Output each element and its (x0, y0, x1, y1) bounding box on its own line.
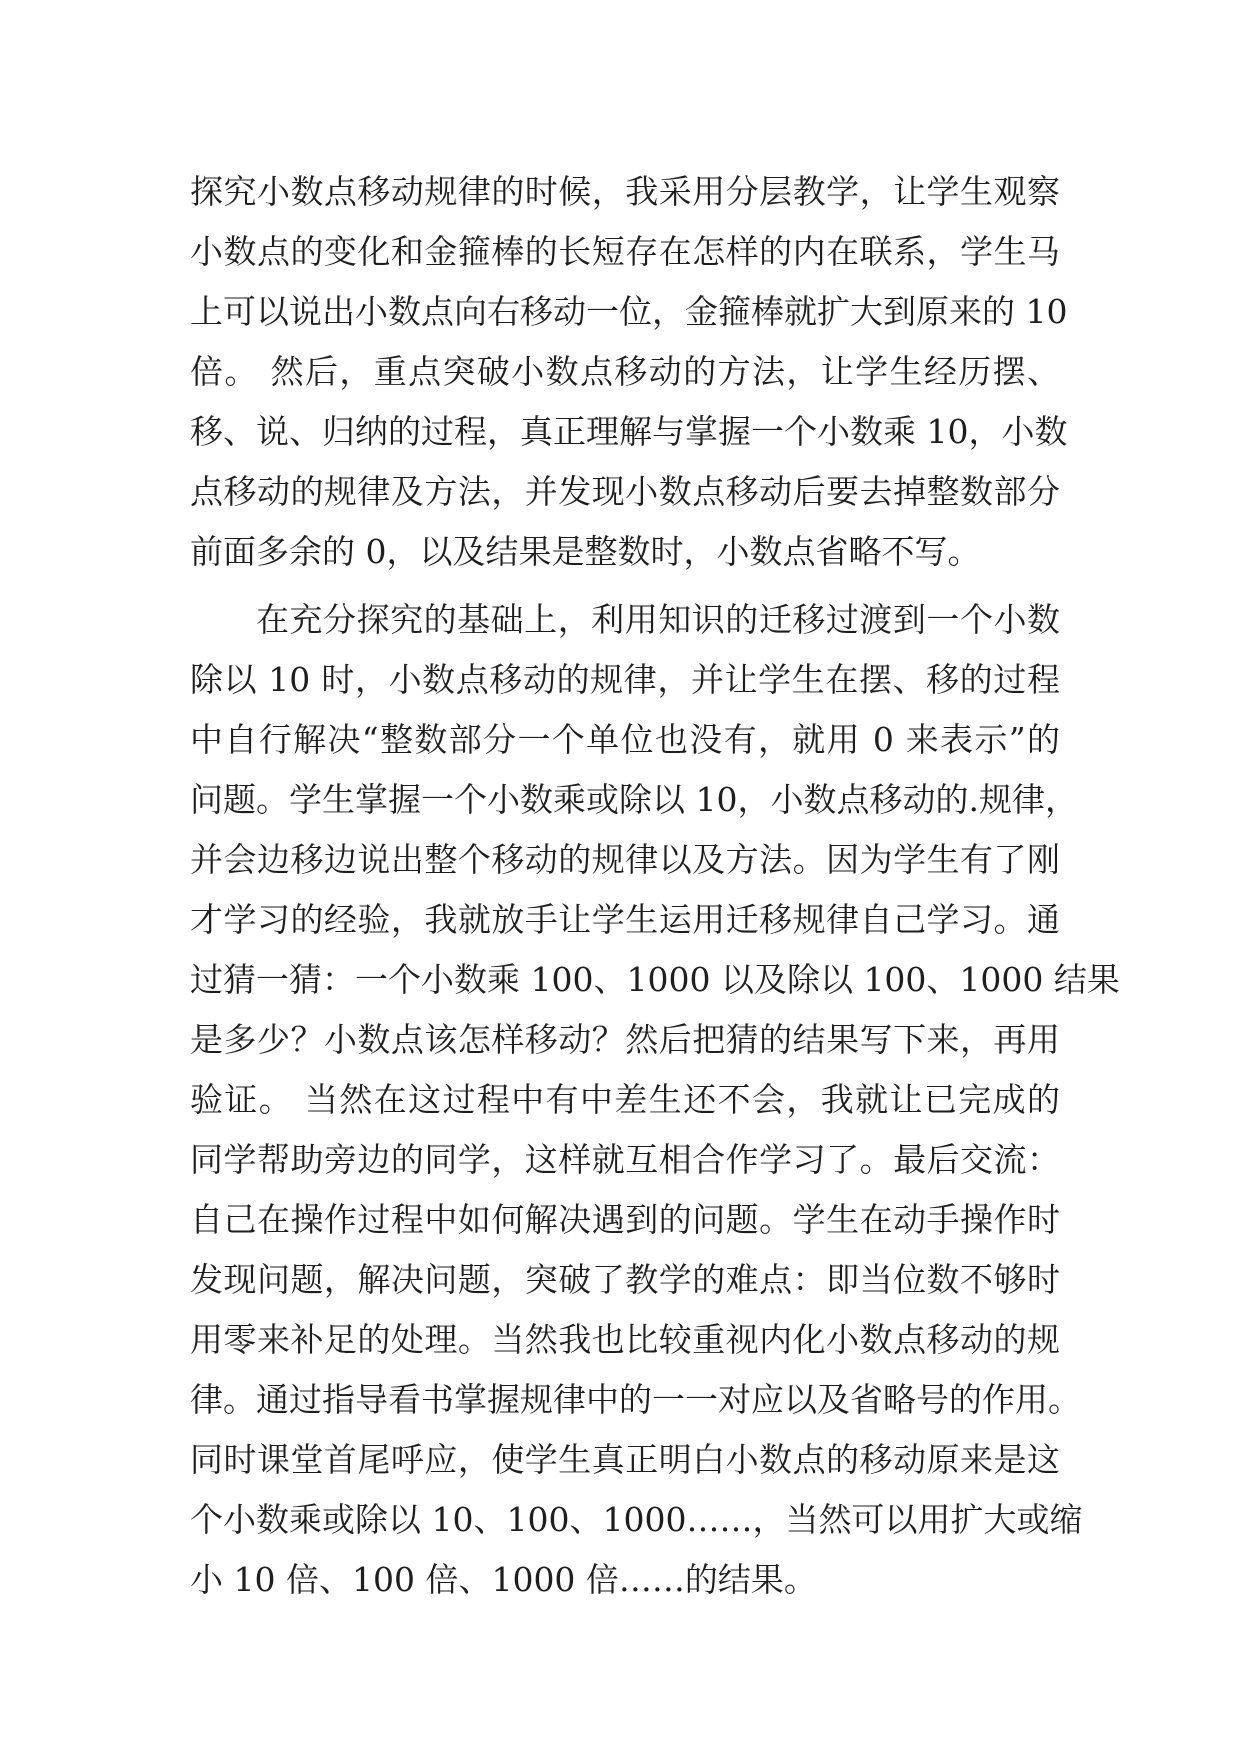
paragraph-line: 上可以说出小数点向右移动一位，金箍棒就扩大到原来的 10 (190, 292, 1068, 331)
paragraph-2 (190, 590, 1120, 1610)
paragraph-line: 才学习的经验，我就放手让学生运用迁移规律自己学习。通 (190, 900, 1060, 939)
paragraph-line: 除以 10 时，小数点移动的规律，并让学生在摆、移的过程 (190, 660, 1060, 699)
paragraph-1 (190, 162, 1068, 582)
paragraph-line: 发现问题，解决问题，突破了教学的难点：即当位数不够时 (190, 1260, 1060, 1299)
paragraph-line: 中自行解决“整数部分一个单位也没有，就用 0 来表示”的 (190, 720, 1060, 759)
paragraph-line: 同时课堂首尾呼应，使学生真正明白小数点的移动原来是这 (190, 1440, 1060, 1479)
paragraph-line: 探究小数点移动规律的时候，我采用分层教学，让学生观察 (190, 172, 1060, 211)
paragraph-line: 并会边移边说出整个移动的规律以及方法。因为学生有了刚 (190, 840, 1060, 879)
paragraph-gap (190, 582, 1060, 590)
paragraph-line: 个小数乘或除以 10、100、1000……，当然可以用扩大或缩 (190, 1500, 1083, 1539)
paragraph-line: 小数点的变化和金箍棒的长短存在怎样的内在联系，学生马 (190, 232, 1060, 271)
paragraph-line: 前面多余的 0，以及结果是整数时，小数点省略不写。 (190, 532, 981, 571)
paragraph-line: 倍。 然后，重点突破小数点移动的方法，让学生经历摆、 (190, 352, 1060, 391)
paragraph-line: 过猜一猜：一个小数乘 100、1000 以及除以 100、1000 结果 (190, 960, 1120, 999)
paragraph-line: 在充分探究的基础上，利用知识的迁移过渡到一个小数 (256, 600, 1060, 639)
paragraph-line: 点移动的规律及方法，并发现小数点移动后要去掉整数部分 (190, 472, 1060, 511)
paragraph-line: 问题。学生掌握一个小数乘或除以 10，小数点移动的.规律， (190, 780, 1078, 819)
paragraph-line: 移、说、归纳的过程，真正理解与掌握一个小数乘 10，小数 (190, 412, 1068, 451)
paragraph-line: 同学帮助旁边的同学，这样就互相合作学习了。最后交流： (190, 1140, 1060, 1179)
paragraph-line: 验证。 当然在这过程中有中差生还不会，我就让已完成的 (190, 1080, 1060, 1119)
paragraph-line: 律。通过指导看书掌握规律中的一一对应以及省略号的作用。 (190, 1380, 1081, 1419)
paragraph-line: 是多少？小数点该怎样移动？然后把猜的结果写下来，再用 (190, 1020, 1060, 1059)
body-text (190, 162, 1120, 1610)
paragraph-line: 用零来补足的处理。当然我也比较重视内化小数点移动的规 (190, 1320, 1060, 1359)
paragraph-line: 小 10 倍、100 倍、1000 倍……的结果。 (190, 1560, 817, 1599)
paragraph-line: 自己在操作过程中如何解决遇到的问题。学生在动手操作时 (190, 1200, 1060, 1239)
